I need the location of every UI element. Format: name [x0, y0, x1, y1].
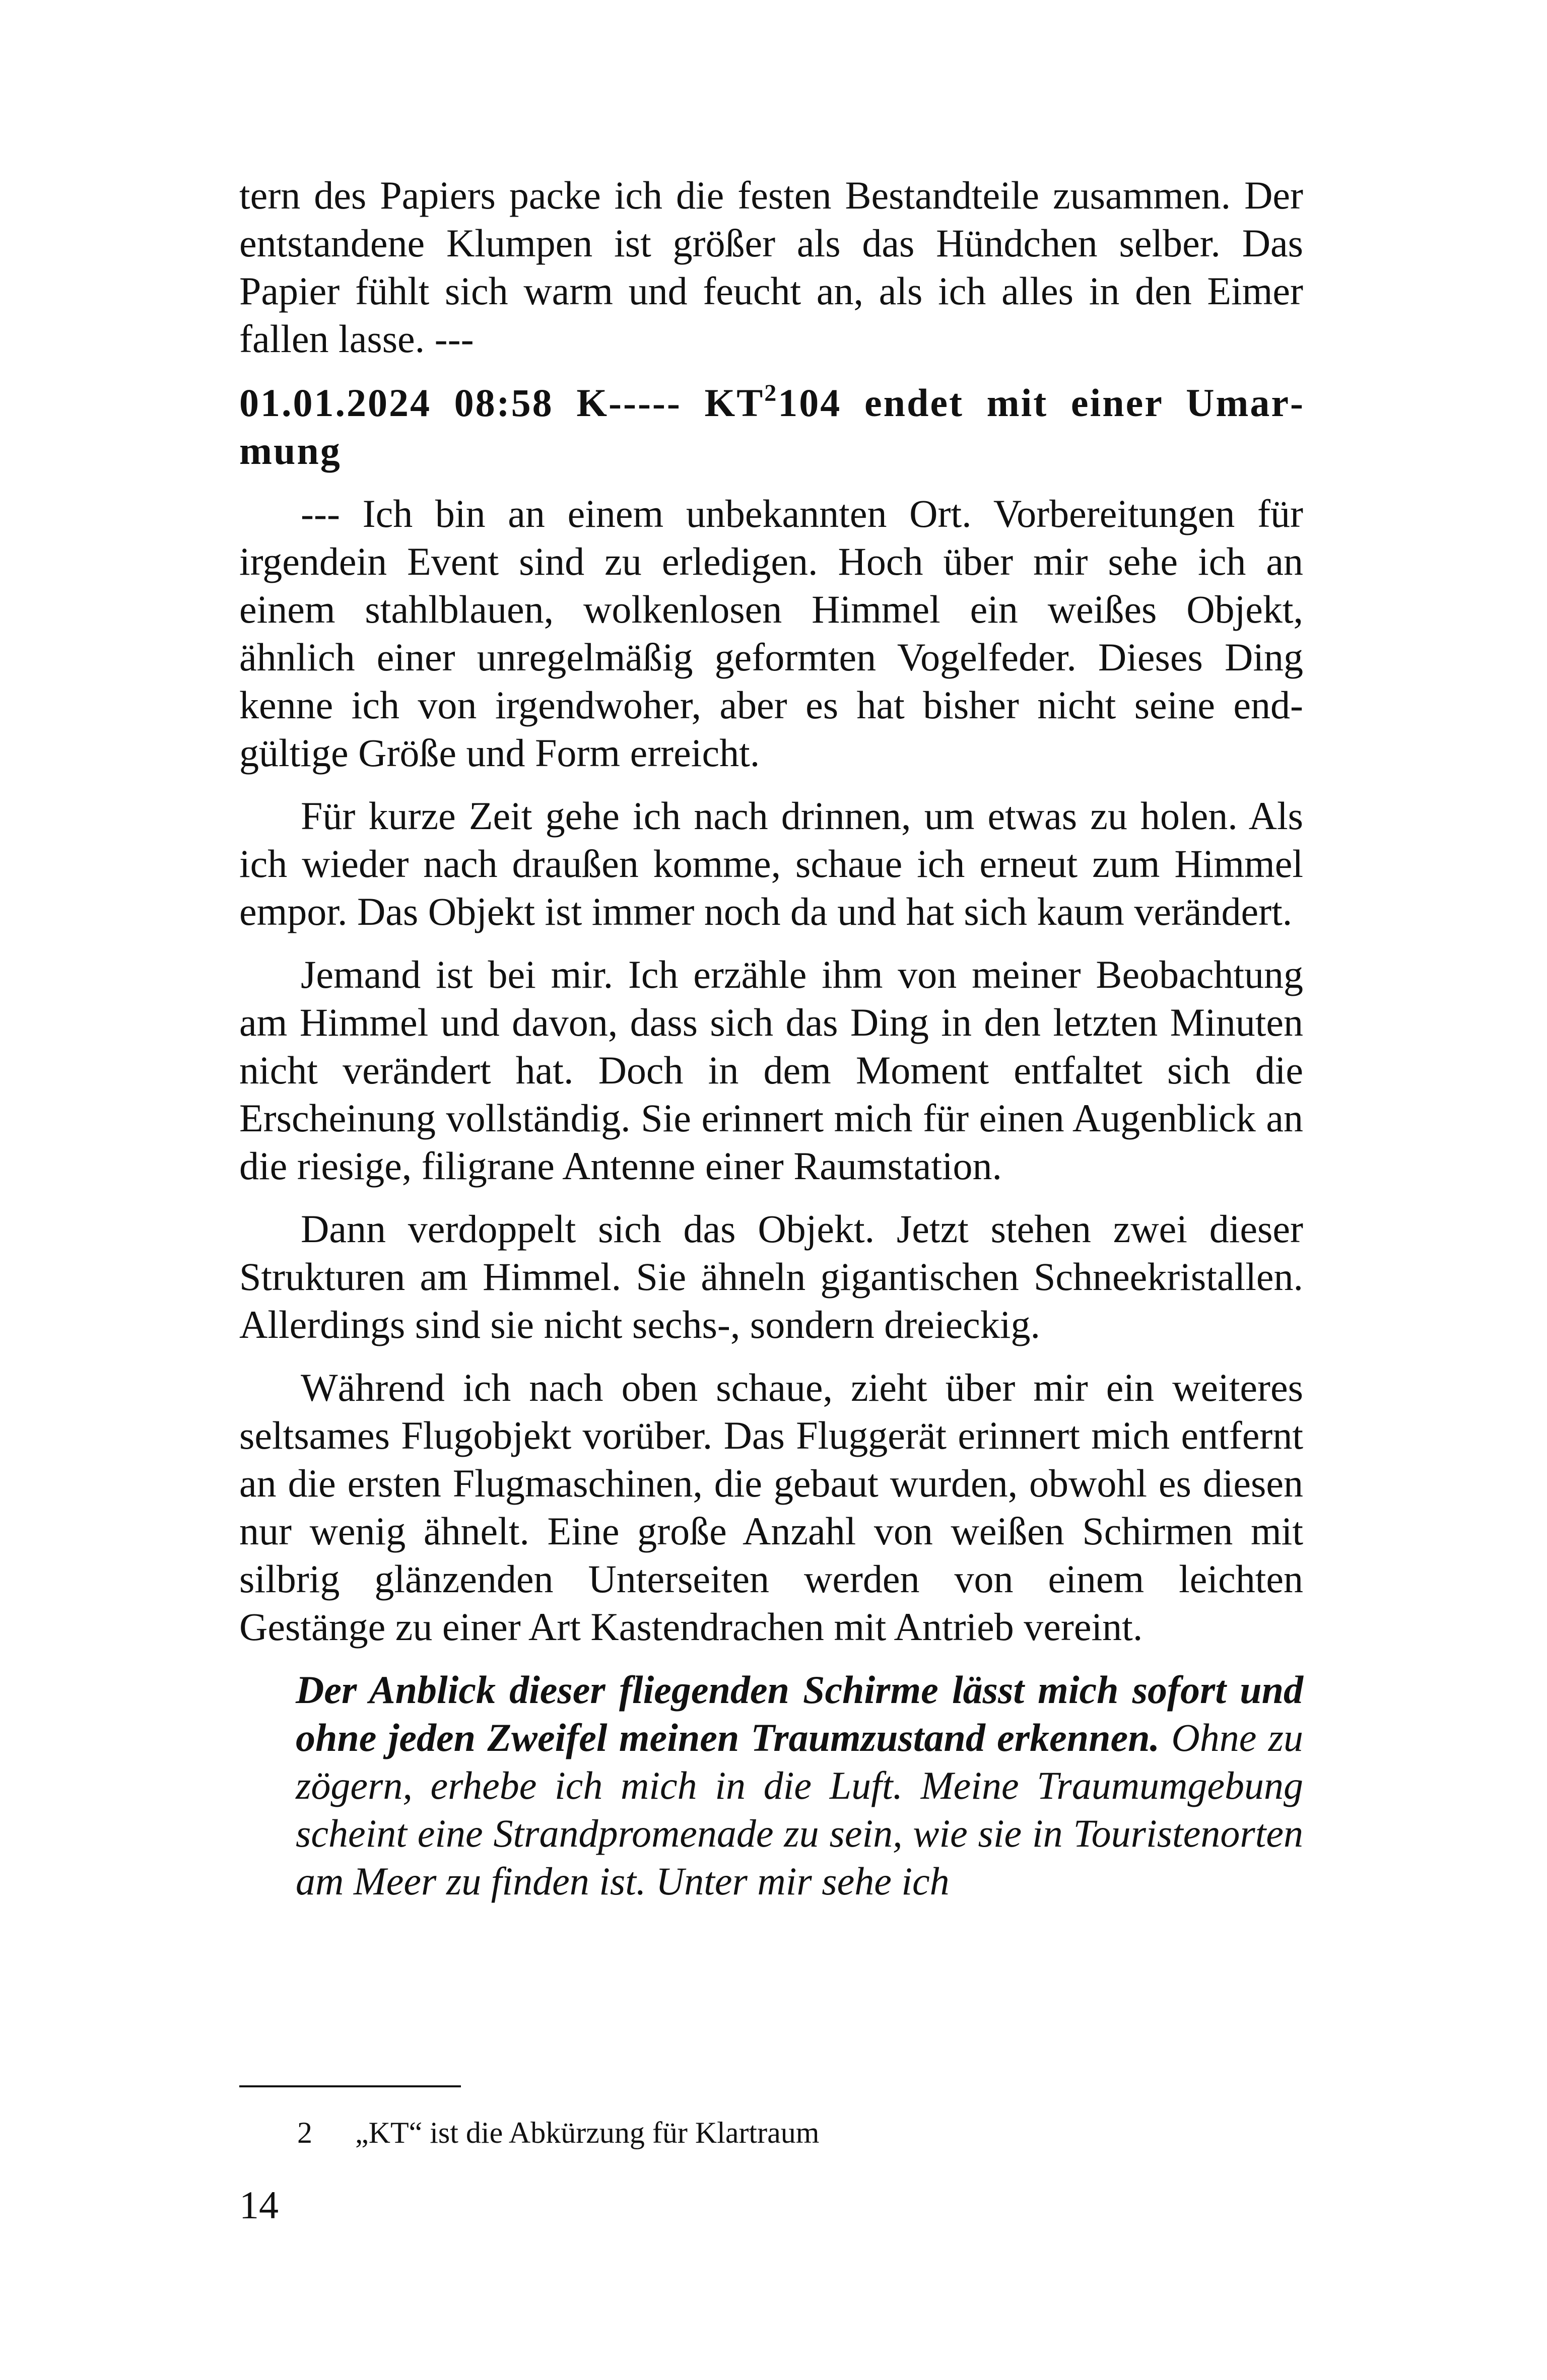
footnote-divider	[239, 2085, 461, 2087]
footnote-number: 2	[297, 2116, 312, 2149]
paragraph: --- Ich bin an einem unbekannten Ort. Vorbereitungen für irgendein Event sind zu erledigen. Hoch über mir sehe ich an einem stahlblauen, wolkenlosen Himmel ein weißes Objekt, ähnlich einer unregelmäßig geformten Vogelfeder. Dieses Ding kenne ich von irgendwoher, aber es hat bisher nicht seine endgültige Größe und Form erreicht.	[239, 492, 1303, 775]
paragraph: Für kurze Zeit gehe ich nach drinnen, um etwas zu holen. Als ich wieder nach draußen komme, schaue ich erneut zum Himmel empor. Das Objekt ist immer noch da und hat sich kaum verändert.	[239, 794, 1303, 933]
continuation-paragraph: tern des Papiers packe ich die festen Bestandteile zusammen. Der entstandene Klumpen ist größer als das Hündchen selber. Das Papier fühlt sich warm und feucht an, als ich alles in den Eimer fallen lasse. ---	[239, 173, 1303, 361]
footnote	[297, 2115, 819, 2151]
lucid-continuation: Ohne zu zögern, erhebe ich mich in die Luft. Meine Traumumgebung scheint eine Strandpromenade zu sein, wie sie in Touristenorten am Meer zu finden ist. Unter mir sehe ich	[296, 1716, 1303, 1903]
paragraph: Dann verdoppelt sich das Objekt. Jetzt stehen zwei dieser Strukturen am Himmel. Sie ähneln gigantischen Schneekristallen. Allerdings sind sie nicht sechs-, sondern dreieckig.	[239, 1207, 1303, 1346]
page-number: 14	[239, 2183, 279, 2227]
body-text	[239, 171, 1303, 1905]
lucid-dream-block	[239, 1666, 1303, 1905]
paragraph: Jemand ist bei mir. Ich erzähle ihm von meiner Beobachtung am Himmel und davon, dass sich das Ding in den letzten Minuten nicht verändert hat. Doch in dem Moment entfaltet sich die Erscheinung vollständig. Sie erinnert mich für einen Augenblick an die riesige, filigrane Antenne einer Raumstation.	[239, 953, 1303, 1188]
paragraph: Während ich nach oben schaue, zieht über mir ein weiteres seltsames Flugobjekt vorüber. Das Fluggerät erinnert mich entfernt an die ersten Flugmaschinen, die gebaut wurden, obwohl es diesen nur wenig ähnelt. Eine große Anzahl von weißen Schirmen mit silbrig glänzenden Unterseiten werden von einem leichten Gestänge zu einer Art Kastendrachen mit Antrieb vereint.	[239, 1366, 1303, 1649]
heading-date-code: 01.01.2024 08:58 K----- KT	[239, 381, 765, 425]
footnote-reference: 2	[764, 380, 778, 406]
lucid-dream-text	[296, 1666, 1303, 1905]
footnote-text: „KT“ ist die Abkürzung für Klartraum	[355, 2116, 820, 2149]
heading-title: 104 endet mit einer Umarmung	[239, 381, 1303, 472]
lucid-realization-sentence: Der Anblick dieser fliegenden Schirme lässt mich sofort und ohne jeden Zweifel meinen Traumzustand erkennen.	[296, 1668, 1303, 1759]
dream-entry-heading	[239, 379, 1303, 474]
